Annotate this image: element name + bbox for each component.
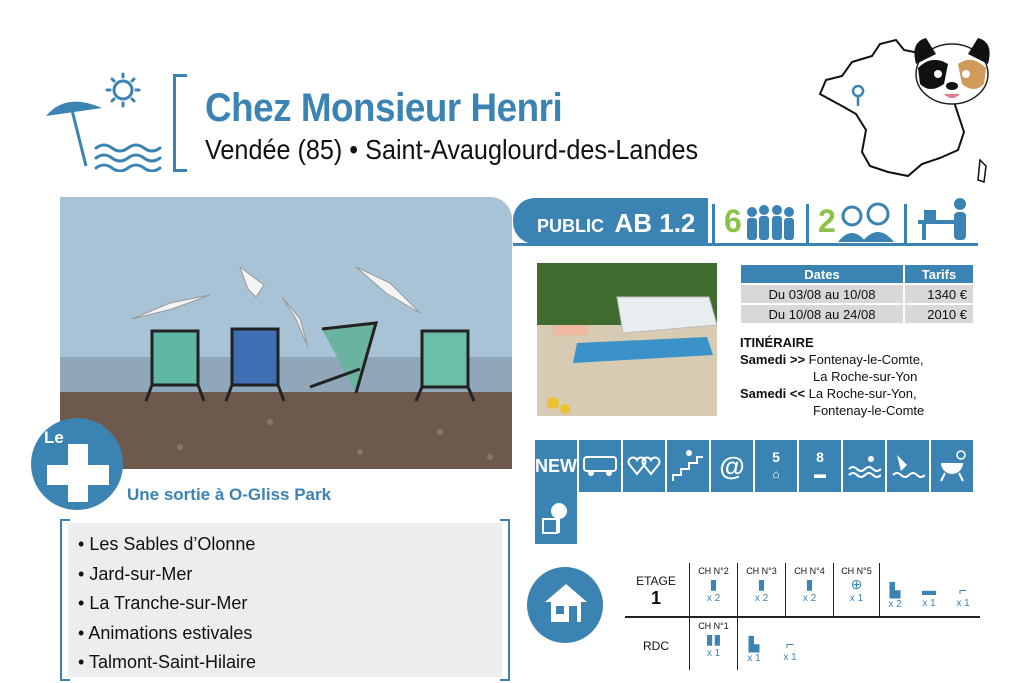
staff-people-icon [836,202,896,242]
room-ch1: CH N°1 ▮▮ x 1 [689,618,737,670]
public-badge [513,198,708,244]
stairs-icon [667,440,711,492]
room-ch4: CH N°4 ▮ x 2 [785,563,833,617]
itinerary-back-label: Samedi << [740,386,806,401]
page-subtitle: Vendée (85) • Saint-Avauglourd-des-Landes [205,134,699,165]
room-ch2: CH N°2 ▮ x 2 [689,563,737,617]
pool-photo [537,263,717,416]
plus-text: Une sortie à O-Gliss Park [127,485,332,504]
table-row [741,285,973,303]
plus-icon [68,444,88,502]
toilet-icon: ▙ x 1 [747,636,761,664]
beach-photo [60,197,512,469]
at-icon: @ [711,440,755,492]
prices-table [739,263,975,325]
price-value: 1340 € [905,285,973,303]
itinerary [740,334,924,419]
itinerary-out-line1: Fontenay-le-Comte, [808,352,924,367]
floor-etage: ETAGE 1 [636,574,676,608]
bed-8-icon: 8 ▬ [799,440,843,492]
list-item: • Les Sables d’Olonne [78,534,256,554]
list-item: • La Tranche-sur-Mer [78,593,248,613]
house-icon [543,582,589,624]
price-date: Du 03/08 au 10/08 [741,285,903,303]
list-item: • Jard-sur-Mer [78,563,193,584]
plus-badge-label: Le [44,428,64,447]
itinerary-title: ITINÉRAIRE [740,335,814,350]
room-ch5: CH N°5 ⊕ x 1 [833,563,879,617]
van-icon [579,440,623,492]
pool-dive-icon [887,440,931,492]
list-item: • Talmont-Saint-Hilaire [78,652,257,672]
price-date: Du 10/08 au 24/08 [741,305,903,323]
desk-person-icon [916,196,976,242]
title-bracket [173,74,187,172]
features-row [535,440,975,492]
price-value: 2010 € [905,305,973,323]
beach-umbrella-logo-icon [44,72,170,172]
house-5-icon: 5 ⌂ [755,440,799,492]
shower-icon: ⌐ x 1 [956,582,970,609]
bathtub-icon: ▬ x 1 [922,582,936,609]
toilet-icon: ▙ x 2 [888,582,902,610]
activities-list [68,523,502,677]
garden-icon [535,492,579,544]
group-people-icon [744,202,796,242]
new-icon: NEW [535,440,579,492]
capacity-underline [513,243,978,246]
divider-line [712,204,715,244]
table-row [741,305,973,323]
group-count: 6 [724,203,742,239]
list-item: • Animations estivales [78,622,253,643]
list-bracket-right [500,519,510,681]
swimming-icon [843,440,887,492]
hearts-icon [623,440,667,492]
itinerary-back-line2: Fontenay-le-Comte [813,403,925,418]
france-map-icon [812,34,997,189]
shower-icon: ⌐ x 1 [783,636,797,663]
list-bracket-left [60,519,70,681]
itinerary-back-line1: La Roche-sur-Yon, [808,386,917,401]
divider-line [806,204,809,244]
page-title: Chez Monsieur Henri [205,86,563,130]
itinerary-out-label: Samedi >> [740,352,806,367]
dog-mascot-icon [914,38,989,104]
public-value: AB 1.2 [614,208,696,238]
itinerary-out-line2: La Roche-sur-Yon [813,369,918,384]
prices-header-tarifs: Tarifs [905,265,973,283]
barbecue-icon [931,440,975,492]
divider-line [904,204,907,244]
floor-rdc: RDC [643,639,669,653]
staff-count: 2 [818,203,836,239]
prices-header-dates: Dates [741,265,903,283]
public-label: PUBLIC [537,216,604,236]
room-ch3: CH N°3 ▮ x 2 [737,563,785,617]
